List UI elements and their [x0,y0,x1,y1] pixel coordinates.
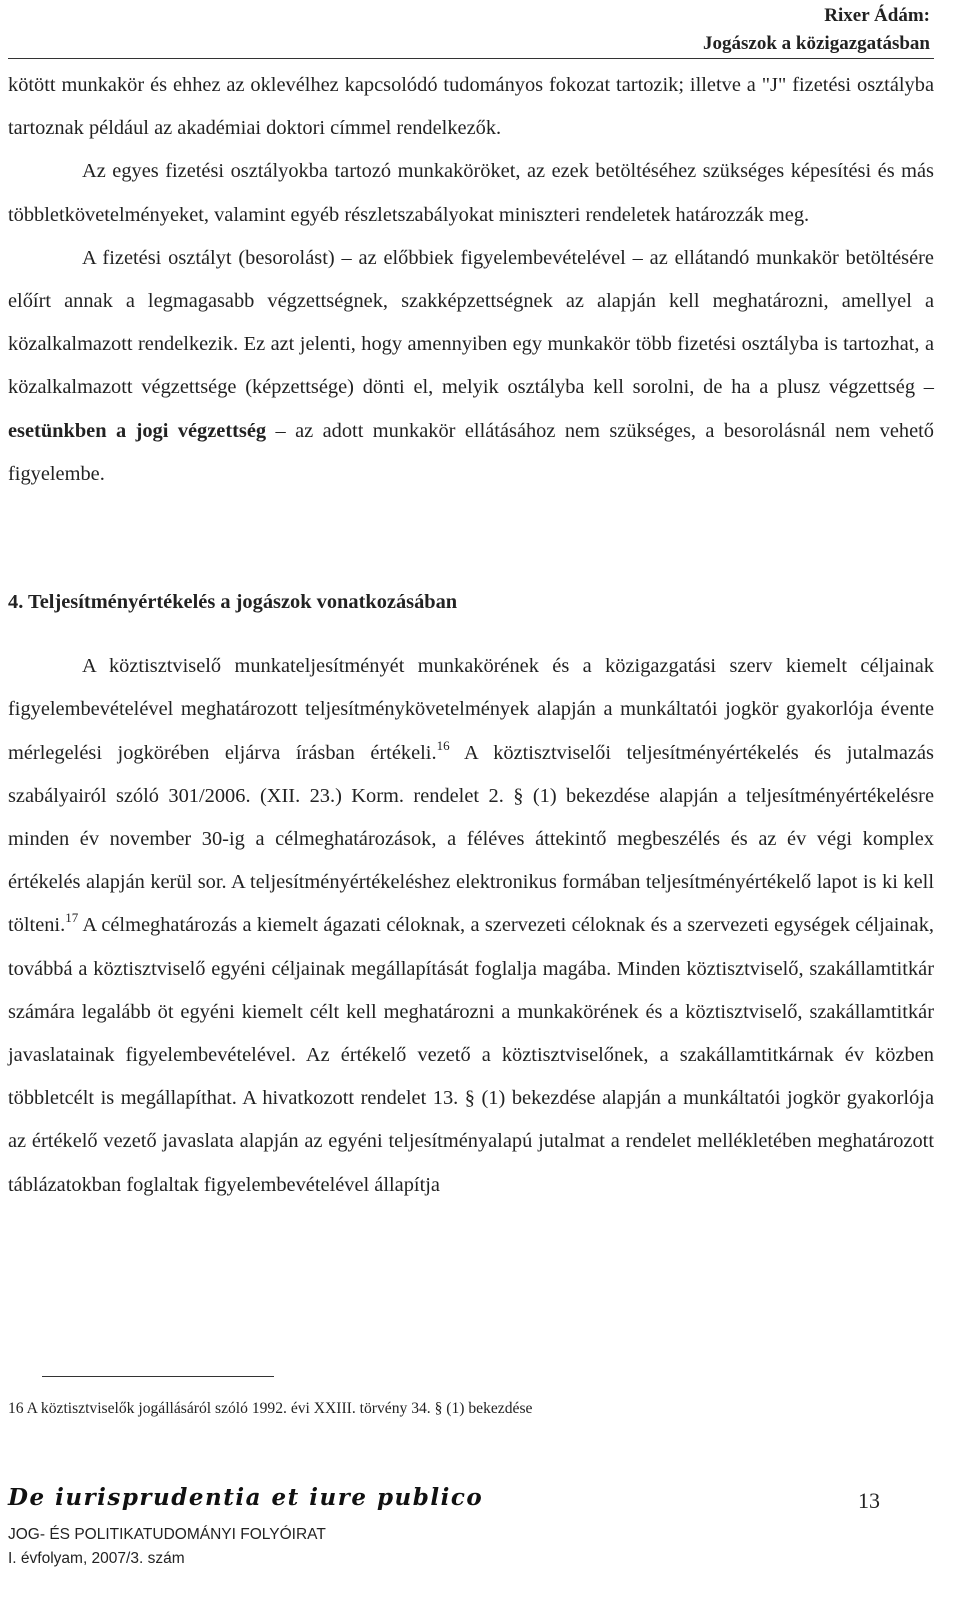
running-header [703,2,930,58]
header-divider [8,58,934,59]
paragraph-4-text-a: A köztisztviselő munkateljesítményét munkakörének és a közigazgatási szerv kiemelt céljainak figyelembevételével meghatározott teljesítménykövetelmények alapján a munkáltatói jogkör gyakorlója évente mérlegelési jogkörében eljárva írásban értékeli. [8,655,934,764]
paragraph-2: Az egyes fizetési osztályokba tartozó munkaköröket, az ezek betöltéséhez szükséges képesítési és más többletkövetelményeket, valamint egyéb részletszabályokat miniszteri rendeletek határozzák meg. [8,160,934,226]
paragraph-3 [8,237,934,496]
section-heading: 4. Teljesítményértékelés a jogászok vonatkozásában [8,591,458,614]
paragraph-3-emphasis: esetünkben a jogi végzettség [8,419,267,442]
journal-info [8,1523,326,1571]
paragraph-3-text-b: – az adott munkakör ellátásához nem szükséges, a besorolásnál nem vehető figyelembe. [8,419,934,485]
header-title: Jogászok a közigazgatásban [703,33,930,54]
paragraph-4-text-b: A köztisztviselői teljesítményértékelés és jutalmazás szabályairól szóló 301/2006. (XII. 23.) Korm. rendelet 2. § (1) bekezdése alapján a teljesítményértékelésre minden év november 30-ig a célmeghatározások, a féléves áttekintő megbeszélés és az év végi komplex értékelés alapján kerül sor. A teljesítményértékeléshez elektronikus formában teljesítményértékelő lapot is ki kell tölteni. [8,741,934,937]
footnote-ref-17[interactable]: 17 [65,910,79,926]
journal-subtitle: JOG- ÉS POLITIKATUDOMÁNYI FOLYÓIRAT [8,1526,326,1543]
header-author: Rixer Ádám: [824,5,930,26]
footnote-divider [42,1376,274,1377]
main-text [8,64,934,1207]
paragraph-4 [8,645,934,1207]
journal-issue: I. évfolyam, 2007/3. szám [8,1550,185,1567]
page-number: 13 [858,1488,880,1513]
section-gap [8,496,934,539]
paragraph-4-text-c: A célmeghatározás a kiemelt ágazati céloknak, a szervezeti céloknak és a szervezeti egységek céljainak, továbbá a köztisztviselő egyéni céljainak megállapítását foglalja magába. Minden köztisztviselő, szakállamtitkár számára legalább öt egyéni kiemelt célt kell meghatározni a munkakörének és a köztisztviselő, szakállamtitkár javaslatainak figyelembevételével. Az értékelő vezető a köztisztviselőnek, a szakállamtitkárnak év közben többletcélt is megállapíthat. A hivatkozott rendelet 13. § (1) bekezdése alapján a munkáltatói jogkör gyakorlója az értékelő vezető javaslata alapján az egyéni teljesítményalapú jutalmat a rendelet mellékletében meghatározott táblázatokban foglaltak figyelembevételével állapítja [8,914,934,1196]
journal-title: De iurisprudentia et iure publico [8,1484,484,1511]
paragraph-1: kötött munkakör és ehhez az oklevélhez kapcsolódó tudományos fokozat tartozik; illetve a "J" fizetési osztályba tartoznak például az akadémiai doktori címmel rendelkezők. [8,74,934,140]
footnote-16: 16 A köztisztviselők jogállásáról szóló 1992. évi XXIII. törvény 34. § (1) bekezdése [8,1400,533,1417]
paragraph-3-text-a: A fizetési osztályt (besorolást) – az előbbiek figyelembevételével – az ellátandó munkakör betöltésére előírt annak a legmagasabb végzettségnek, szakképzettségnek az alapján kell meghatározni, amellyel a közalkalmazott rendelkezik. Ez azt jelenti, hogy amennyiben egy munkakör több fizetési osztályba is tartozhat, a közalkalmazott végzettsége (képzettsége) dönti el, melyik osztályba kell sorolni, de ha a plusz végzettség – [8,246,934,399]
footnote-ref-16[interactable]: 16 [436,737,450,753]
